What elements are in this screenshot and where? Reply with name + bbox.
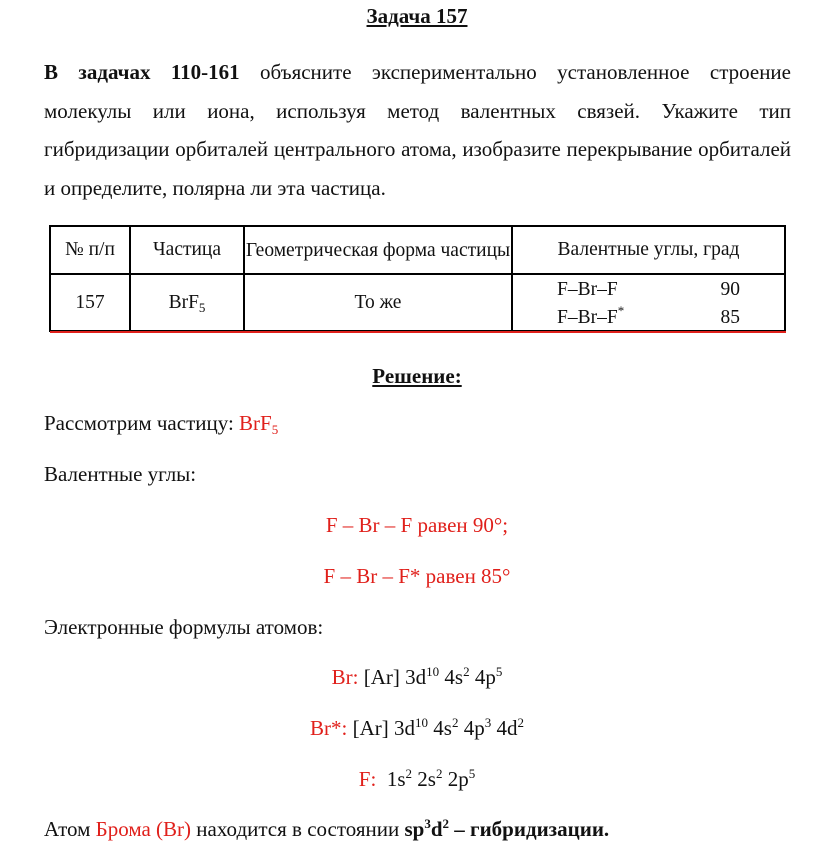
header-particle: Частица [130,226,244,274]
task-description [44,53,791,207]
angles-label: Валентные углы: [44,462,197,486]
electron-formula-br: Br: [Ar] $3d^{10}$ $4s^2$ $4p^5$ [331,664,503,689]
task-range: В задачах 110-161 [44,60,240,84]
task-title: Задача 157 [366,4,468,28]
angle-entry [557,303,740,330]
row-shape: То же [244,274,512,331]
task-table [49,225,786,332]
electron-label: Электронные формулы атомов: [44,615,324,639]
hybridization-type: $sp^3d^2$ – гибридизации. [404,816,610,841]
solution-title: Решение: [372,364,462,388]
angle-name: F–Br–F* [557,303,625,328]
angle-statement: F – Br – F* равен 85° [323,564,511,588]
hybridization-line: Атом Брома (Br) находится в состоянии $sp^3d^2$ – гибридизации. [44,816,610,841]
header-angles: Валентные углы, град [512,226,785,274]
angle-name: F–Br–F [557,279,618,300]
spellcheck-underline [50,331,786,333]
header-shape: Геометрическая форма частицы [244,226,512,274]
particle-formula: BrF [168,291,199,313]
particle-highlight: BrF$_5$ [239,411,279,437]
electron-formula-f: F: $1s^2$ $2s^2$ $2p^5$ [358,766,476,791]
row-angles [512,274,785,331]
particle-subscript: 5 [198,299,206,315]
angle-entry [557,278,740,302]
angle-value: 85 [720,307,740,328]
electron-formula-br-excited: Br*: [Ar] $3d^{10}$ $4s^2$ $4p^3$ $4d^2$ [310,715,524,740]
table-header-row [50,226,785,274]
row-number: 157 [50,274,130,331]
particle-line: Рассмотрим частицу: BrF$_5$ [44,411,279,437]
angle-value: 90 [720,279,740,300]
header-number: № п/п [50,226,130,274]
angle-statement: F – Br – F равен 90°; [325,513,509,537]
task-instructions: объясните экспериментально установленное строение молекулы или иона, используя метод валентных связей. Укажите тип гибридизации орбиталей центрального атома, изобразите перекрывание орбиталей и определите, полярна ли эта частица. [44,60,791,200]
table-row [50,274,785,331]
row-particle [130,274,244,331]
atom-highlight: Брома (Br) [95,817,192,841]
